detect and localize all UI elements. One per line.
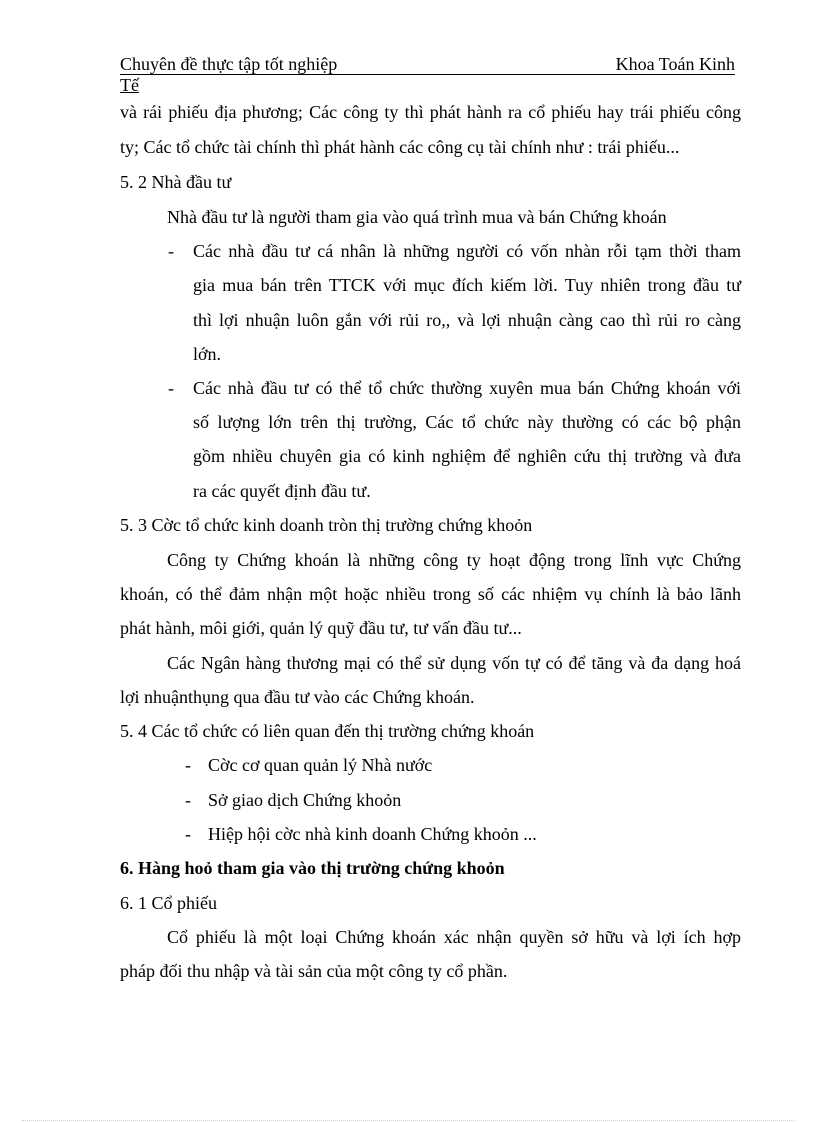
list-item: Sở giao dịch Chứng khoỏn <box>208 790 402 810</box>
paragraph-line: ty; Các tổ chức tài chính thì phát hành các công cụ tài chính như : trái phiếu... <box>120 137 680 157</box>
list-item: Hiệp hội cờc nhà kinh doanh Chứng khoỏn ... <box>208 824 537 844</box>
bullet-line: ra các quyết định đầu tư. <box>193 481 371 501</box>
list-item: Cờc cơ quan quản lý Nhà nước <box>208 755 433 775</box>
paragraph-line: Nhà đầu tư là người tham gia vào quá trình mua và bán Chứng khoán <box>167 207 667 227</box>
section-heading-6-1: 6. 1 Cổ phiếu <box>120 893 217 913</box>
section-heading-5-3: 5. 3 Cờc tổ chức kinh doanh tròn thị trường chứng khoỏn <box>120 515 533 535</box>
paragraph-line: lợi nhuậnthụng qua đầu tư vào các Chứng khoán. <box>120 687 475 707</box>
bullet-line: thì lợi nhuận luôn gắn với rủi ro,, và lợi nhuận càng cao thì rủi ro càng <box>193 310 741 330</box>
section-heading-5-4: 5. 4 Các tổ chức có liên quan đến thị trường chứng khoán <box>120 721 535 741</box>
bullet-line: gia mua bán trên TTCK với mục đích kiếm lời. Tuy nhiên trong đầu tư <box>193 275 741 295</box>
section-heading-5-2: 5. 2 Nhà đầu tư <box>120 172 232 192</box>
page-border-dots <box>22 1120 794 1121</box>
bullet-line: lớn. <box>193 344 222 364</box>
paragraph-line: Các Ngân hàng thương mại có thể sử dụng vốn tự có để tăng và đa dạng hoá <box>167 653 741 673</box>
bullet-dash: - <box>168 378 174 398</box>
paragraph-line: Công ty Chứng khoán là những công ty hoạt động trong lĩnh vực Chứng <box>167 550 741 570</box>
header-department-wrap: Tế <box>120 75 139 95</box>
header-title: Chuyên đề thực tập tốt nghiệp <box>120 54 338 74</box>
header-department: Khoa Toán Kinh <box>615 54 735 74</box>
bullet-dash: - <box>185 755 191 775</box>
bullet-dash: - <box>168 241 174 261</box>
bullet-line: Các nhà đầu tư có thể tổ chức thường xuyên mua bán Chứng khoán với <box>193 378 741 398</box>
paragraph-line: Cổ phiếu là một loại Chứng khoán xác nhận quyền sở hữu và lợi ích hợp <box>167 927 741 947</box>
paragraph-line: phát hành, môi giới, quản lý quỹ đầu tư, tư vấn đầu tư... <box>120 618 522 638</box>
bullet-line: số lượng lớn trên thị trường, Các tổ chức này thường có các bộ phận <box>193 412 741 432</box>
bullet-line: gồm nhiều chuyên gia có kinh nghiệm để nghiên cứu thị trường và đưa <box>193 446 741 466</box>
paragraph-line: và rái phiếu địa phương; Các công ty thì phát hành ra cổ phiếu hay trái phiếu công <box>120 102 741 122</box>
bullet-dash: - <box>185 824 191 844</box>
bullet-line: Các nhà đầu tư cá nhân là những người có vốn nhàn rỗi tạm thời tham <box>193 241 741 261</box>
paragraph-line: pháp đối thu nhập và tài sản của một công ty cổ phần. <box>120 961 508 981</box>
paragraph-line: khoán, có thể đảm nhận một hoặc nhiều trong số các nhiệm vụ chính là bảo lãnh <box>120 584 741 604</box>
page-header <box>120 54 735 75</box>
section-heading-6: 6. Hàng hoỏ tham gia vào thị trường chứng khoỏn <box>120 858 505 878</box>
bullet-dash: - <box>185 790 191 810</box>
